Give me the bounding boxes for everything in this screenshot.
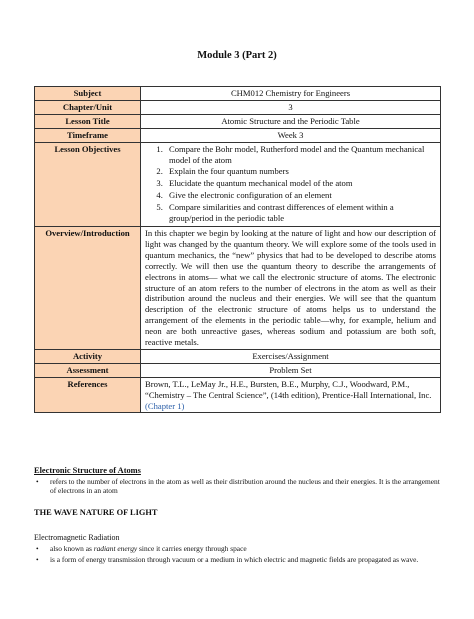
bullet-text: is a form of energy transmission through vacuum or a medium in which electric and magnetic fields are propagated as wave. [50,555,419,564]
objective-item: 3. Elucidate the quantum mechanical model of the atom [165,178,436,189]
objective-item: 4. Give the electronic configuration of an element [165,190,436,201]
overview-label: Overview/Introduction [35,226,141,349]
lesson-title-value: Atomic Structure and the Periodic Table [141,114,441,128]
timeframe-label: Timeframe [35,128,141,142]
table-row-overview [35,226,441,349]
bullet-text: refers to the number of electrons in the atom as well as their distribution around the nucleus and their energies. It is the arrangement of electrons in an atom [50,477,440,495]
table-row-chapter [35,100,441,114]
subsection-heading: Electromagnetic Radiation [34,533,120,542]
assessment-label: Assessment [35,363,141,377]
bullet-list [34,477,441,495]
bullet-list [34,544,441,564]
overview-text: In this chapter we begin by looking at the nature of light and how our description of light was changed by the quantum theory. We will explore some of the tools used in quantum mechanics, the “new” physics that had to be developed to describe atoms correctly. We will then use the quantum theory to describe the arrangements of electrons in atoms— what we call the electronic structure of atoms. The electronic structure of an atom refers to the number of electrons in the atom as well as their distribution around the nucleus and their energies. We will see that the quantum description of the electronic structure of atoms helps us to understand the arrangement of the elements in the periodic table—why, for example, helium and neon are both unreactive gases, whereas sodium and potassium are both soft, reactive metals. [141,226,441,349]
bullet-icon: • [36,555,39,564]
table-row-assessment [35,363,441,377]
table-row-references [35,377,441,413]
section-heading: THE WAVE NATURE OF LIGHT [34,508,158,517]
objectives-cell [141,142,441,226]
objectives-label: Lesson Objectives [35,142,141,226]
references-label: References [35,377,141,413]
table-row-timeframe [35,128,441,142]
table-row-objectives [35,142,441,226]
objective-item: 5. Compare similarities and contrast differences of element within a group/period in the periodic table [165,202,436,224]
table-row-lesson-title [35,114,441,128]
chapter-value: 3 [141,100,441,114]
references-cell [141,377,441,413]
chapter-label: Chapter/Unit [35,100,141,114]
bullet-text-pre: also known as [50,544,94,553]
table-row-activity [35,349,441,363]
bullet-text-emphasis: radiant energy [93,544,138,553]
activity-value: Exercises/Assignment [141,349,441,363]
list-item [34,555,441,564]
table-row-subject [35,87,441,101]
list-item [34,544,441,553]
objective-item: 1. Compare the Bohr model, Rutherford model and the Quantum mechanical model of the atom [165,144,436,166]
references-text: Brown, T.L., LeMay Jr., H.E., Bursten, B.E., Murphy, C.J., Woodward, P.M., “Chemistry – The Central Science”, (14th edition), Prentice-Hall International, Inc. [145,378,432,400]
subject-value: CHM012 Chemistry for Engineers [141,87,441,101]
timeframe-value: Week 3 [141,128,441,142]
lesson-info-table [34,86,441,413]
module-title: Module 3 (Part 2) [197,50,277,61]
wave-nature-section [34,508,441,517]
assessment-value: Problem Set [141,363,441,377]
section-heading: Electronic Structure of Atoms [34,466,141,475]
electronic-structure-section [34,466,441,497]
chapter-link[interactable]: (Chapter 1) [145,400,185,411]
objective-item: 2. Explain the four quantum numbers [165,166,436,177]
bullet-icon: • [36,544,39,553]
activity-label: Activity [35,349,141,363]
objectives-list [145,144,436,224]
electromagnetic-section [34,533,441,566]
bullet-text-post: since it carries energy through space [137,544,247,553]
subject-label: Subject [35,87,141,101]
bullet-icon: • [36,477,39,486]
list-item [34,477,441,495]
lesson-title-label: Lesson Title [35,114,141,128]
